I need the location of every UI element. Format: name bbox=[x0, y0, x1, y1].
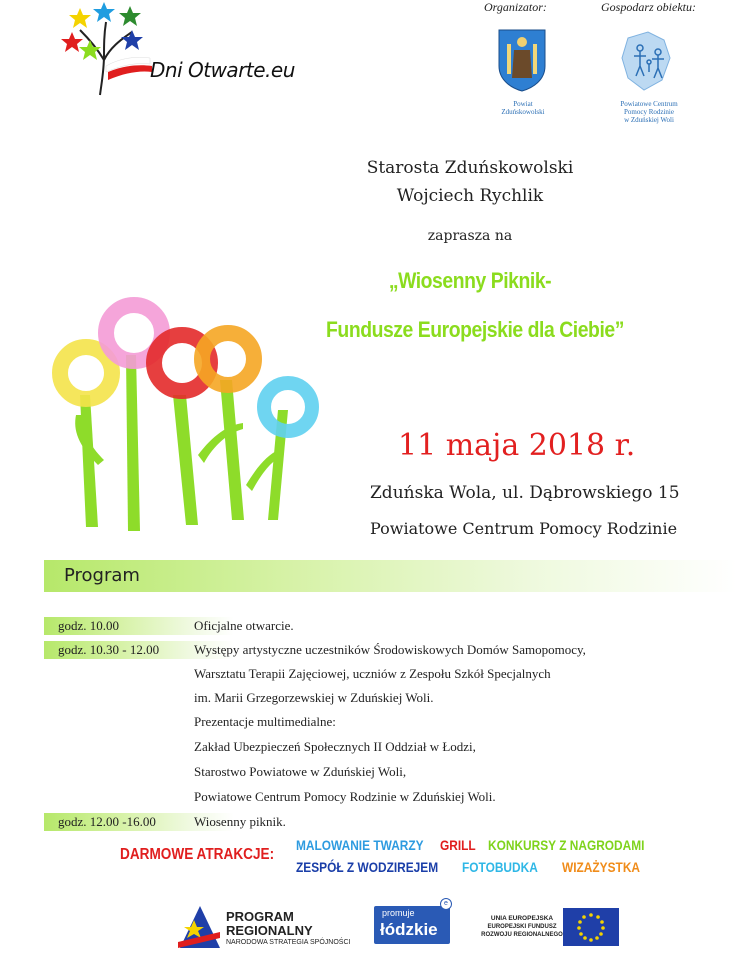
strategia-text: NARODOWA STRATEGIA SPÓJNOŚCI bbox=[226, 939, 351, 946]
time-slot: godz. 10.00 bbox=[44, 617, 234, 635]
organizer-caption-line: Powiat bbox=[513, 100, 533, 108]
program-regionalny-logo bbox=[176, 902, 222, 952]
schedule-line: im. Marii Grzegorzewskiej w Zduńskiej Woli. bbox=[194, 690, 434, 705]
organizer-label: Organizator: bbox=[484, 0, 547, 14]
lodzkie-text: łódzkie bbox=[380, 920, 438, 939]
flowers-icon bbox=[38, 295, 338, 540]
host-caption bbox=[608, 100, 690, 124]
schedule-line: Zakład Ubezpieczeń Społecznych II Oddział w Łodzi, bbox=[194, 739, 476, 754]
eu-fund-text bbox=[480, 914, 564, 939]
host-caption-line: Pomocy Rodzinie bbox=[624, 108, 674, 116]
event-date: 11 maja 2018 r. bbox=[398, 428, 636, 463]
host-caption-line: w Zduńskiej Woli bbox=[624, 116, 674, 124]
time-slot: godz. 10.30 - 12.00 bbox=[44, 641, 234, 659]
pcpr-logo bbox=[618, 28, 680, 98]
event-address: Zduńska Wola, ul. Dąbrowskiego 15 bbox=[370, 483, 680, 503]
program-header-bar bbox=[44, 560, 737, 592]
schedule-line: Występy artystyczne uczestników Środowiskowych Domów Samopomocy, bbox=[194, 642, 586, 657]
promuje-text: promuje bbox=[382, 908, 415, 918]
attraction-item: MALOWANIE TWARZY bbox=[296, 837, 424, 853]
host-name-line2: Wojciech Rychlik bbox=[396, 186, 544, 206]
host-label: Gospodarz obiektu: bbox=[601, 0, 696, 14]
schedule-line: Wiosenny piknik. bbox=[194, 814, 286, 829]
invites-text: zaprasza na bbox=[427, 228, 513, 244]
event-venue: Powiatowe Centrum Pomocy Rodzinie bbox=[370, 519, 678, 538]
ue-line: EUROPEJSKI FUNDUSZ bbox=[487, 924, 557, 930]
program-regionalny-text bbox=[226, 910, 350, 947]
schedule-line: Warsztatu Terapii Zajęciowej, uczniów z Zespołu Szkół Specjalnych bbox=[194, 666, 551, 681]
ue-line: ROZWOJU REGIONALNEGO bbox=[481, 932, 563, 938]
eu-flag bbox=[563, 908, 619, 946]
powiat-coat-of-arms bbox=[497, 28, 547, 92]
logo-text: Dni Otwarte.eu bbox=[150, 58, 295, 82]
regionalny-text: REGIONALNY bbox=[226, 923, 313, 938]
schedule-line: Prezentacje multimedialne: bbox=[194, 714, 336, 729]
host-caption-line: Powiatowe Centrum bbox=[620, 100, 678, 108]
flowers-illustration bbox=[38, 295, 338, 540]
promuje-lodzkie-logo bbox=[374, 900, 450, 944]
attraction-item: GRILL bbox=[440, 837, 476, 853]
family-map-icon bbox=[618, 28, 680, 98]
time-slot: godz. 12.00 -16.00 bbox=[44, 813, 234, 831]
star-flag-icon bbox=[176, 902, 222, 952]
registered-icon: e bbox=[440, 898, 452, 910]
host-name-line1: Starosta Zduńskowolski bbox=[366, 158, 574, 178]
program-text: PROGRAM bbox=[226, 909, 294, 924]
schedule-line: Oficjalne otwarcie. bbox=[194, 618, 294, 633]
organizer-caption bbox=[495, 100, 551, 116]
schedule-line: Powiatowe Centrum Pomocy Rodzinie w Zduńskiej Woli. bbox=[194, 789, 496, 804]
attraction-item: KONKURSY Z NAGRODAMI bbox=[488, 837, 645, 853]
coat-of-arms-icon bbox=[497, 28, 547, 92]
program-heading: Program bbox=[64, 565, 140, 586]
event-title-line2: Fundusze Europejskie dla Ciebie” bbox=[326, 317, 624, 342]
eu-flag-icon bbox=[563, 908, 619, 946]
dni-otwarte-logo bbox=[60, 0, 160, 100]
organizer-caption-line: Zduńskowolski bbox=[501, 108, 545, 116]
ue-line: UNIA EUROPEJSKA bbox=[490, 915, 554, 922]
attraction-item: FOTOBUDKA bbox=[462, 859, 538, 875]
attraction-item: WIZAŻYSTKA bbox=[562, 859, 641, 875]
attraction-item: ZESPÓŁ Z WODZIREJEM bbox=[296, 859, 439, 875]
attractions-label: DARMOWE ATRAKCJE: bbox=[120, 846, 275, 863]
stars-tree-icon bbox=[60, 0, 160, 100]
schedule-line: Starostwo Powiatowe w Zduńskiej Woli, bbox=[194, 764, 407, 779]
event-title-line1: „Wiosenny Piknik- bbox=[388, 268, 552, 293]
